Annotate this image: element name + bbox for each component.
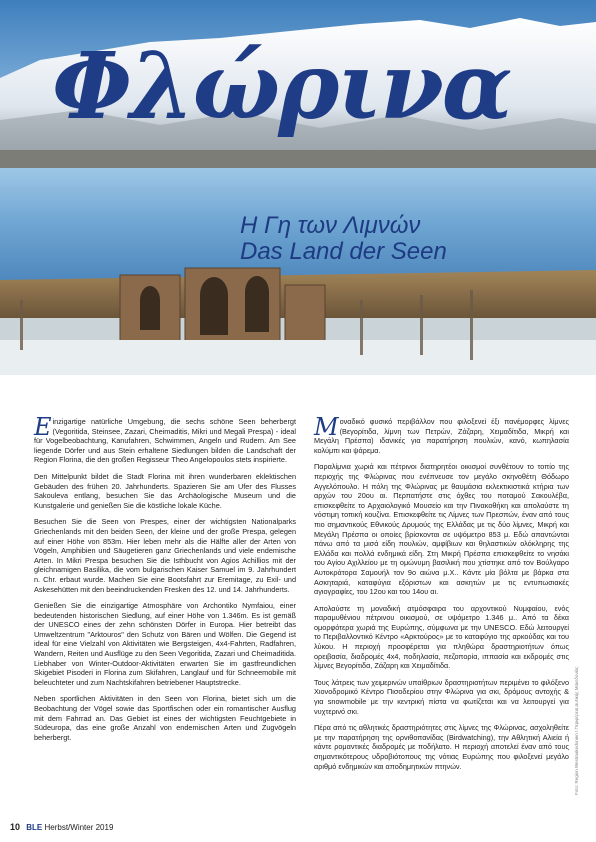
greek-paragraph-2: Παραλίμνια χωριά και πέτρινοι διατηρητέοι οικισμοί συνθέτουν το τοπίο της περιοχής της Φλώρινας που ενέπνευσε τον μεγάλο σκηνοθέτη Θόδωρο Αγγελόπουλο. Η πόλη της Φλώρινας με θαυμάσια εκλεκτικιστικά κτήρια των αρχών του 20ου αι. Περπατήστε στις όχθες του ποταμού Σακουλέβα, επισκεφθείτε το Αρχαιολογικό Μουσείο και την Πινακοθήκη και απολαύστε τη νόστιμη τοπική κουζίνα. Επισκεφθείτε τις Λίμνες των Πρεσπών, έναν από τους πιο σημαντικούς Εθνικούς Δρυμούς της Ελλάδας με τις δύο λίμνες, Μικρή και Μεγάλη Πρέσπα οι οποίες βρίσκονται σε υψόμετρο 853 μ. Εδώ απαντώνται πάνω από τα μισά είδη πουλιών, αμφίβιων και θηλαστικών ολόκληρης της Ελλάδα και πολλά ενδημικά είδη. Στη Μικρή Πρέσπα επισκεφθείτε το νησάκι του Αγίου Αχιλλείου με τη ομώνυμη βασιλική που χτίστηκε από τον Βούλγαρο Αυτοκράτορα Σαμουήλ τον 9ο αιώνα μ.Χ.. Κάντε μία βόλτα με βάρκα στα Ασκηταριά, καταφύγια εξόριστων και ασκητών με τις εντυπωσιακές αγιογραφίες, του 12ου και του 14ου αι. [314,462,569,597]
page-title: Φλώρινα [52,32,511,140]
page-footer [10,822,113,832]
greek-text-column [314,413,569,778]
issue-label: Herbst/Winter 2019 [44,823,114,832]
german-paragraph-1 [34,413,296,465]
subtitle-german: Das Land der Seen [240,238,447,265]
greek-paragraph-1-text: οναδικό φυσικό περιβάλλον που φιλοξενεί έξι πανέμορφες λίμνες (Βεγορίτιδα, λίμνη των Πετρών, Ζάζαρη, Χειμαδίτιδα, Μικρή και Μεγάλη Πρέσπα) ιδανικές για παρατήρηση πουλιών, κανό, κωπηλασία κολύμπι και ψάρεμα. [314,417,569,455]
greek-paragraph-4: Τους λάτρεις των χειμερινών υπαίθριων δραστηριοτήτων περιμένει το φιλόξενο Χιονοδρομικό Κέντρο Πισοδερίου στην Φλώρινα για σκι, δρόμους αντοχής & για snowmobile με την κεντρική πίστα να φωτίζεται και να λειτουργεί για νυχτερινό σκι. [314,677,569,716]
greek-paragraph-5: Πέρα από τις αθλητικές δραστηριότητες στις λίμνες της Φλώρινας, ασχοληθείτε με την παρατήρηση της ορνιθοπανίδας (Birdwatching), την Αθλητική Αλιεία ή κάντε ρομαντικές διαδρομές με ποδήλατο. Η περιοχή αποτελεί έναν από τους σημαντικότερους υδροβιότοπους της νότιας Ευρώπης που φιλοξενεί μεγάλο αριθμό ενδημικών και αποδημητικών πτηνών. [314,723,569,771]
german-paragraph-1-text: inzigartige natürliche Umgebung, die sechs schöne Seen beherbergt (Vegoritida, Steinsee, Zazari, Cheimaditis, Mikri und Megali Prespa) - ideal für Vogelbeobachtung, Kanufahren, Schwimmen, Angeln und Rudern. Am See liegende Dörfer und aus Stein erhaltene Siedlungen bilden die Landschaft der Region Florina, die den großen Regisseur Theo Angelopoulos stets inspirierte. [34,417,296,465]
german-text-column [34,413,296,749]
greek-dropcap: Μ [314,413,339,441]
photo-credit: Foto: Region Westmakedonien / Περιφέρεια Δυτικής Μακεδονίας [574,666,579,795]
german-paragraph-3: Besuchen Sie die Seen von Prespes, einer der wichtigsten Nationalparks Griechenlands mit den beiden Seen, der kleine und der große Prespa, gelegen auf einer Höhe von 853m. Hier leben mehr als die Hälfte aller der Arten von Vögeln, Amphibien und Säugetieren ganz Griechenlands und viele endemische Arten. In Mikri Prespa besuchen Sie die Isthbucht von Agios Achillios mit der gleichnamigen Basilika, die vom bulgarischen Kaiser Samuel im 9. Jahrhundert n. Chr. erbaut wurde. Machen Sie eine Bootsfahrt zur Eremitage, zu Exil- und Askesehütten mit den beeindruckenden Fresken des 12. und 14. Jahrhunderts. [34,517,296,594]
german-paragraph-4: Genießen Sie die einzigartige Atmosphäre von Archontiko Nymfaiou, einer bedeutenden historischen Siedlung, auf einer Höhe von 1.346m. Es ist gemäß der UNESCO eines der zehn schönsten Dörfer in Europa. Hier betreibt das Umweltzentrum "Arktouros" den Schutz von Bären und Wölfen. Die Gegend ist ideal für eine Vielzahl von Aktivitäten wie Bergsteigen, 4x4-Fahrten, Radfahren, Wandern, Reiten und Ausflüge zu den Seen Vegoritida, Zazari und Cheimaditida. Liebhaber von Winter-Outdoor-Aktivitäten erwarten Sie im gastfreundlichen Skigebiet Pisoderi in Florina zum Skifahren, Langlauf und für Schneemobile mit beleuchteter und zum Nachtskifahren betriebener Hauptstrecke. [34,601,296,687]
greek-paragraph-3: Απολαύστε τη μοναδική ατμόσφαιρα του αρχοντικού Νυμφαίου, ενός παραμυθένιου πέτρινου οικισμού, σε υψόμετρο 1.346 μ.. Από τα δέκα ομορφότερα χωριά της Ευρώπης, σύμφωνα με την UNESCO. Εδώ λειτουργεί το Περιβαλλοντικό Κέντρο «Αρκτούρος» με το καταφύγιο της αρκούδας και του λύκου. Η περιοχή προσφέρεται για πληθώρα δραστηριοτήτων όπως ορειβασία, διαδρομές 4x4, ποδηλασία, πεζοπορία, ιππασία και εκδρομές στις λίμνες Βεγορίτιδα, Ζάζαρη και Χειμαδίτιδα. [314,603,569,671]
subtitle-greek: Η Γη των Λιμνών [240,212,421,239]
german-paragraph-2: Den Mittelpunkt bildet die Stadt Florina mit ihren wunderbaren eklektischen Gebäuden des frühen 20. Jahrhunderts. Spazieren Sie am Ufer des Flusses Sakouleva entlang, besuchen Sie das Archäologische Museum und die Kunstgalerie und genießen Sie die köstliche lokale Küche. [34,471,296,510]
german-paragraph-5: Neben sportlichen Aktivitäten in den Seen von Florina, bietet sich um die Beobachtung der Vögel sowie das Sportfischen oder ein romantischer Ausflug mit dem Fahrrad an. Das Gebiet ist eines der wichtigsten Feuchtgebiete in Südeuropa, das eine große Anzahl von endemischen Arten und Zugvögeln beherbergt. [34,694,296,742]
greek-paragraph-1 [314,413,569,455]
german-dropcap: E [34,413,52,441]
magazine-name: BLE [26,823,43,832]
page-number: 10 [10,822,21,832]
